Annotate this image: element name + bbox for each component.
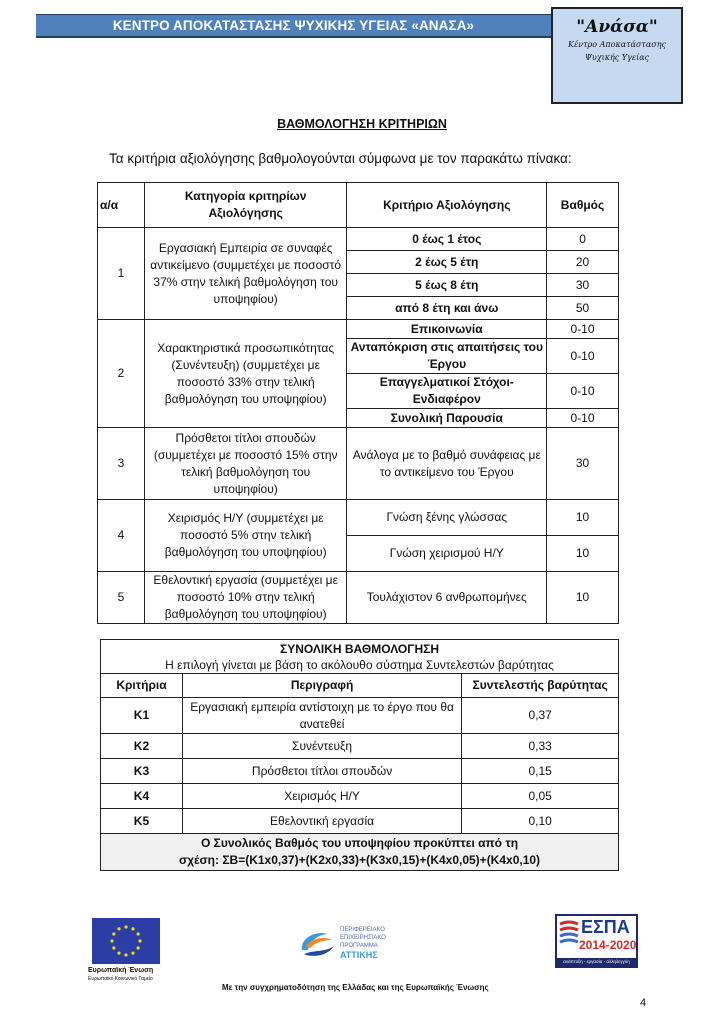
weights-description: Εθελοντική εργασία: [182, 809, 461, 834]
criteria-score: 30: [547, 274, 619, 297]
criteria-row: [98, 228, 619, 251]
eu-star-icon: [124, 925, 127, 928]
eu-star-icon: [137, 932, 140, 935]
criteria-num: 3: [98, 428, 145, 500]
criteria-category: Πρόσθετοι τίτλοι σπουδών (συμμετέχει με ποσοστό 15% στην τελική βαθμολόγηση του υποψηφίου): [144, 428, 347, 500]
pep-line-1: ΠΕΡΙΦΕΡΕΙΑΚΟ: [340, 927, 385, 933]
criteria-row: [98, 572, 619, 624]
eu-star-icon: [137, 946, 140, 949]
criteria-score: 10: [547, 572, 619, 624]
criteria-criterion: Συνολική Παρουσία: [347, 409, 547, 428]
weights-row: [101, 809, 619, 834]
pep-region: ΑΤΤΙΚΗΣ: [340, 950, 378, 960]
criteria-category: Εθελοντική εργασία (συμμετέχει με ποσοστό 10% στην τελική βαθμολόγηση του υποψηφίου): [144, 572, 347, 624]
criteria-score: 20: [547, 251, 619, 274]
criteria-row: [98, 428, 619, 500]
eu-sublabel: Ευρωπαϊκό Κοινωνικό Ταμείο: [88, 976, 153, 982]
eu-star-icon: [112, 946, 115, 949]
header-category: Κατηγορία κριτηρίων Αξιολόγησης: [144, 183, 347, 228]
criteria-num: 5: [98, 572, 145, 624]
formula-row: [101, 834, 619, 871]
criteria-criterion: Ανταπόκριση στις απαιτήσεις του Έργου: [347, 339, 547, 374]
criteria-score: 0-10: [547, 409, 619, 428]
weights-table: [100, 639, 619, 871]
weights-value: 0,33: [462, 734, 619, 759]
weights-code: Κ2: [101, 734, 183, 759]
logo-subtitle-1: Κέντρο Αποκατάστασης: [568, 40, 666, 49]
header-score: Βαθμός: [547, 183, 619, 228]
weights-row: [101, 784, 619, 809]
header-num: α/α: [98, 183, 145, 228]
weights-code: Κ5: [101, 809, 183, 834]
formula-line-1: Ο Συνολικός Βαθμός του υποψηφίου προκύπτει από τη: [200, 836, 519, 850]
weights-value: 0,05: [462, 784, 619, 809]
criteria-row: [98, 500, 619, 536]
criteria-category: Χαρακτηριστικά προσωπικότητας (Συνέντευξη) (συμμετέχει με ποσοστό 33% στην τελική βαθμολόγηση του υποψηφίου): [144, 320, 347, 428]
header-description: Περιγραφή: [182, 674, 461, 698]
criteria-criterion: 0 έως 1 έτος: [347, 228, 547, 251]
criteria-criterion: Τουλάχιστον 6 ανθρωπομήνες: [347, 572, 547, 624]
weights-description: Εργασιακή εμπειρία αντίστοιχη με το έργο που θα ανατεθεί: [182, 698, 461, 734]
logo-title: "Ανάσα": [576, 17, 658, 37]
criteria-criterion: από 8 έτη και άνω: [347, 297, 547, 320]
weights-row: [101, 759, 619, 784]
criteria-category: Εργασιακή Εμπειρία σε συναφές αντικείμενο (συμμετέχει με ποσοστό 37% στην τελική βαθμολόγηση του υποψηφίου): [144, 228, 347, 320]
weights-header-row: [101, 674, 619, 698]
criteria-criterion: Ανάλογα με το βαθμό συνάφειας με το αντικείμενο του Έργου: [347, 428, 547, 500]
weights-description: Χειρισμός Η/Υ: [182, 784, 461, 809]
eu-flag-icon: [92, 918, 160, 964]
page-number: 4: [640, 997, 647, 1009]
weights-description: Πρόσθετοι τίτλοι σπουδών: [182, 759, 461, 784]
header-weight: Συντελεστής βαρύτητας: [462, 674, 619, 698]
espa-years: 2014-2020: [579, 938, 637, 952]
criteria-score: 10: [547, 500, 619, 536]
weights-title-row: [101, 640, 619, 674]
espa-title: ΕΣΠΑ: [581, 917, 630, 937]
criteria-row: [98, 320, 619, 339]
weights-value: 0,37: [462, 698, 619, 734]
eu-star-icon: [112, 932, 115, 935]
criteria-criterion: Γνώση ξένης γλώσσας: [347, 500, 547, 536]
criteria-criterion: Γνώση χειρισμού Η/Υ: [347, 536, 547, 572]
pep-attica-logo-icon: [298, 928, 336, 958]
criteria-score: 30: [547, 428, 619, 500]
weights-description: Συνέντευξη: [182, 734, 461, 759]
criteria-criterion: 5 έως 8 έτη: [347, 274, 547, 297]
eu-stars: [92, 918, 160, 964]
header-code: Κριτήρια: [101, 674, 183, 698]
weights-subtitle: Η επιλογή γίνεται με βάση το ακόλουθο σύστημα Συντελεστών βαρύτητας: [165, 658, 554, 672]
eu-star-icon: [117, 952, 120, 955]
criteria-score: 0-10: [547, 320, 619, 339]
logo-subtitle-2: Ψυχικής Υγείας: [584, 53, 650, 62]
criteria-criterion: 2 έως 5 έτη: [347, 251, 547, 274]
formula-line-2: σχέση: ΣΒ=(Κ1x0,37)+(Κ2x0,33)+(Κ3x0,15)+(Κ4x0,05)+(Κ4x0,10): [178, 853, 541, 867]
weights-code: Κ3: [101, 759, 183, 784]
espa-slogan: ανάπτυξη - εργασία - αλληλεγγύη: [557, 958, 636, 966]
weights-value: 0,10: [462, 809, 619, 834]
pep-text: [340, 926, 386, 961]
eu-star-icon: [131, 927, 134, 930]
criteria-score: 0-10: [547, 374, 619, 409]
criteria-score: 0: [547, 228, 619, 251]
criteria-num: 2: [98, 320, 145, 428]
espa-waves-icon: [559, 920, 579, 944]
criteria-num: 4: [98, 500, 145, 572]
criteria-table: [97, 182, 619, 624]
eu-star-icon: [117, 927, 120, 930]
pep-line-2: ΕΠΙΧΕΙΡΗΣΙΑΚΟ: [340, 935, 386, 941]
criteria-criterion: Επικοινωνία: [347, 320, 547, 339]
criteria-criterion: Επαγγελματικοί Στόχοι-Ενδιαφέρον: [347, 374, 547, 409]
pep-line-3: ΠΡΟΓΡΑΜΜΑ: [340, 943, 378, 949]
eu-label: Ευρωπαϊκή Ένωση: [88, 967, 154, 974]
weights-value: 0,15: [462, 759, 619, 784]
weights-row: [101, 734, 619, 759]
header-criterion: Κριτήριο Αξιολόγησης: [347, 183, 547, 228]
eu-star-icon: [124, 953, 127, 956]
criteria-num: 1: [98, 228, 145, 320]
criteria-category: Χειρισμός Η/Υ (συμμετέχει με ποσοστό 5% στην τελική βαθμολόγηση του υποψηφίου): [144, 500, 347, 572]
eu-star-icon: [110, 939, 113, 942]
cofunding-text: Με την συγχρηματοδότηση της Ελλάδας και της Ευρωπαϊκής Ένωσης: [222, 983, 489, 992]
weights-code: Κ4: [101, 784, 183, 809]
criteria-score: 10: [547, 536, 619, 572]
header-banner: ΚΕΝΤΡΟ ΑΠΟΚΑΤΑΣΤΑΣΗΣ ΨΥΧΙΚΗΣ ΥΓΕΙΑΣ «ΑΝΑΣΑ»: [36, 14, 551, 38]
section-title: ΒΑΘΜΟΛΟΓΗΣΗ ΚΡΙΤΗΡΙΩΝ: [277, 117, 447, 131]
eu-star-icon: [131, 952, 134, 955]
criteria-score: 0-10: [547, 339, 619, 374]
espa-logo: [555, 914, 638, 968]
intro-text: Τα κριτήρια αξιολόγησης βαθμολογούνται σύμφωνα με τον παρακάτω πίνακα:: [109, 151, 572, 166]
weights-row: [101, 698, 619, 734]
weights-code: Κ1: [101, 698, 183, 734]
anasa-logo: [551, 7, 683, 104]
criteria-score: 50: [547, 297, 619, 320]
weights-title: ΣΥΝΟΛΙΚΗ ΒΑΘΜΟΛΟΓΗΣΗ: [280, 642, 439, 656]
eu-star-icon: [138, 939, 141, 942]
criteria-header-row: [98, 183, 619, 228]
